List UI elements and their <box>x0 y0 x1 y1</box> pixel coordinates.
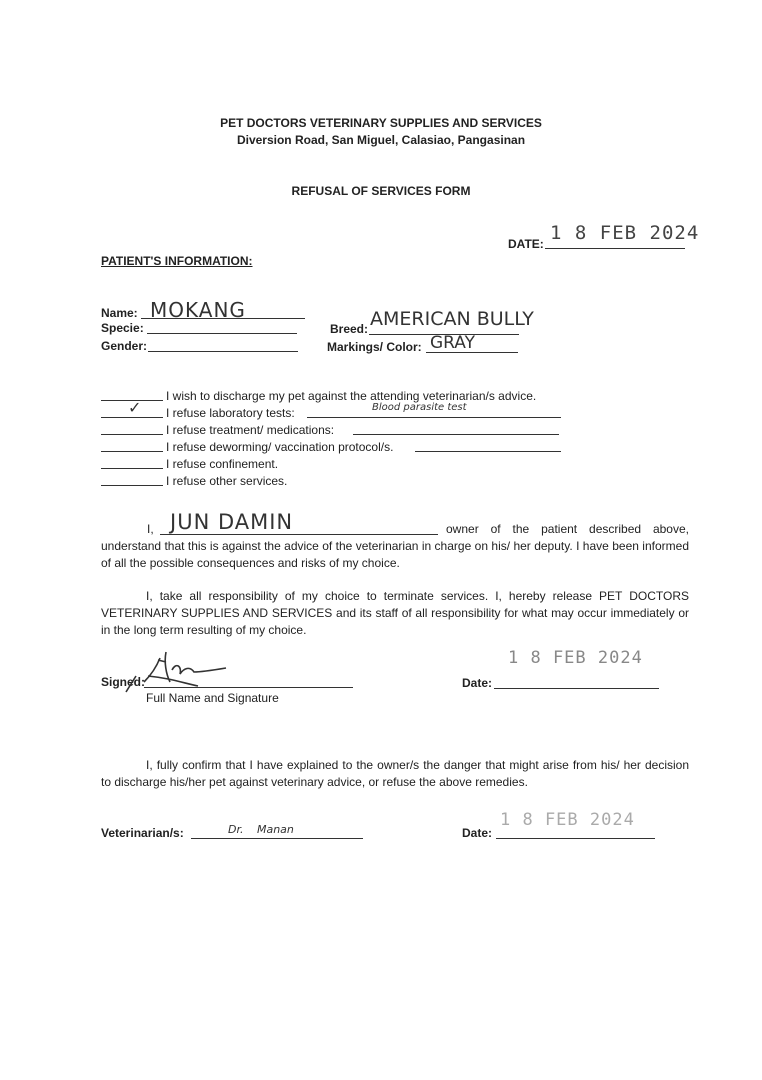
option-detail-line <box>353 434 559 435</box>
form-title: REFUSAL OF SERVICES FORM <box>291 184 471 198</box>
veterinarian-date-label: Date: <box>462 826 493 840</box>
confirmation-paragraph: I, fully confirm that I have explained to the owner/s the danger that might arise from his/ her decision to discharge his/her pet against veterinary advice, or refuse the above remedies. <box>101 758 689 789</box>
veterinarian-date-line <box>496 838 655 839</box>
specie-label: Specie: <box>101 321 144 335</box>
specie-line <box>147 333 297 334</box>
veterinarian-date-stamp: 1 8 FEB 2024 <box>500 810 635 830</box>
owner-name: JUN DAMIN <box>170 510 294 534</box>
option-text: I refuse treatment/ medications: <box>166 423 335 437</box>
veterinarian-value: Dr. Manan <box>228 823 294 836</box>
owner-statement-1: owner of the patient described above, <box>446 522 689 536</box>
option-detail-line <box>307 417 561 418</box>
gender-label: Gender: <box>101 339 148 353</box>
option-blank <box>101 434 163 435</box>
breed-label: Breed: <box>330 322 369 336</box>
owner-statement-2: understand that this is against the advice of the veterinarian in charge on his/ her deputy. I have been informed of all the possible consequences and risks of my choice. <box>101 539 689 570</box>
responsibility-paragraph: I, take all responsibility of my choice to terminate services. I, hereby release PET DOCTORS VETERINARY SUPPLIES AND SERVICES and its staff of all responsibility for what may occur immediately or in the long term resulting of my choice. <box>101 589 689 637</box>
gender-line <box>148 351 298 352</box>
owner-name-line <box>160 534 438 535</box>
name-value: MOKANG <box>150 298 246 322</box>
company-name: PET DOCTORS VETERINARY SUPPLIES AND SERVICES <box>220 116 542 130</box>
signed-date-label: Date: <box>462 676 493 690</box>
signed-date-stamp: 1 8 FEB 2024 <box>508 648 643 668</box>
option-text: I refuse laboratory tests: <box>166 406 295 420</box>
name-label: Name: <box>101 306 138 320</box>
option-blank <box>101 485 163 486</box>
signature-image <box>118 648 258 696</box>
date-line <box>545 248 685 249</box>
markings-value: GRAY <box>430 333 475 353</box>
check-mark: ✓ <box>128 398 142 417</box>
signed-sublabel: Full Name and Signature <box>146 691 279 705</box>
option-detail-line <box>415 451 561 452</box>
option-detail: Blood parasite test <box>372 402 467 413</box>
option-text: I refuse other services. <box>166 474 288 488</box>
option-blank <box>101 417 163 418</box>
signed-label: Signed: <box>101 675 145 689</box>
owner-prefix: I, <box>147 522 154 536</box>
company-address: Diversion Road, San Miguel, Calasiao, Pangasinan <box>236 133 526 147</box>
option-text: I refuse confinement. <box>166 457 279 471</box>
breed-value: AMERICAN BULLY <box>370 308 534 330</box>
option-text: I wish to discharge my pet against the attending veterinarian/s advice. <box>166 389 537 403</box>
date-label: DATE: <box>508 237 544 251</box>
markings-label: Markings/ Color: <box>327 340 422 354</box>
veterinarian-line <box>191 838 363 839</box>
option-blank <box>101 468 163 469</box>
signed-date-line <box>494 688 659 689</box>
option-blank <box>101 451 163 452</box>
patient-section-title: PATIENT'S INFORMATION: <box>101 254 253 268</box>
date-stamp: 1 8 FEB 2024 <box>550 222 700 244</box>
option-text: I refuse deworming/ vaccination protocol/s. <box>166 440 394 454</box>
veterinarian-label: Veterinarian/s: <box>101 826 184 840</box>
